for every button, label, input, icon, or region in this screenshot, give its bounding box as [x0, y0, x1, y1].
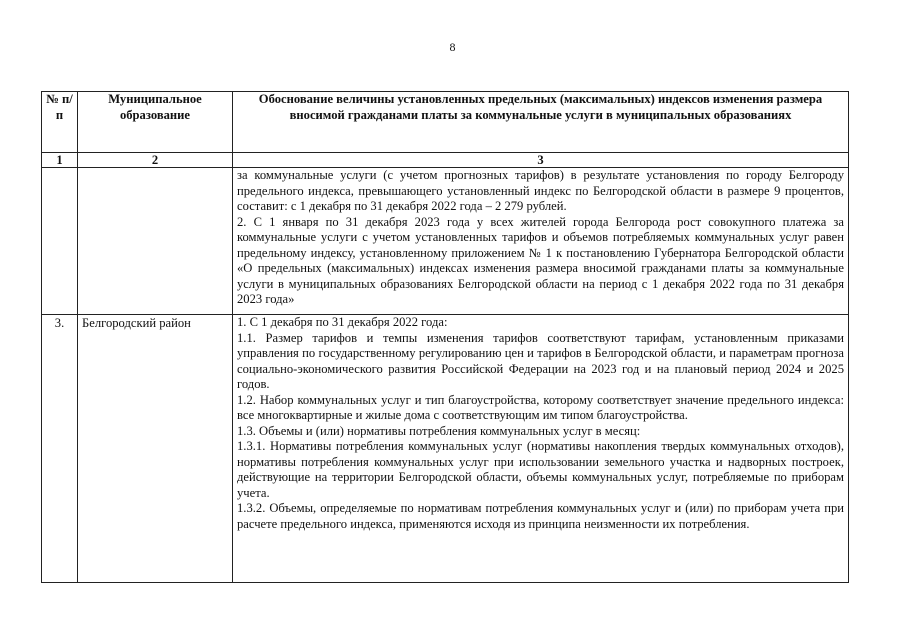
justification-paragraph: 1.3. Объемы и (или) нормативы потребления коммунальных услуг в месяц:: [237, 423, 641, 438]
page-number: 8: [449, 40, 456, 54]
justification-paragraph: 2. С 1 января по 31 декабря 2023 года у всех жителей города Белгорода рост совокупного платежа за коммунальные услуги с учетом установленных тарифов и объемов потребляемых коммунальных услуг равен предельному индексу, установленному приложением № 1 к постановлению Губернатора Белгородской области «О предельных (максимальных) индексах изменения размера вносимой гражданами платы за коммунальные услуги в муниципальных образованиях Белгородской области на период с 1 декабря 2022 года по 31 декабря 2023 года»: [237, 214, 844, 306]
header-municipality: Муниципальное образование: [78, 92, 233, 153]
justification-table: [41, 91, 849, 583]
justification-paragraph: 1.1. Размер тарифов и темпы изменения тарифов соответствуют тарифам, установленным приказами управления по государственному регулированию цен и тарифов в Белгородской области, и параметрам прогноза социально-экономического развития Российской Федерации на 2023 год и на плановый период 2024 и 2025 годов.: [237, 330, 844, 391]
column-number-2: 2: [78, 153, 233, 168]
table-header-row: [42, 92, 849, 153]
table-row: [42, 168, 849, 315]
column-number-row: [42, 153, 849, 168]
justification-paragraph: 1.3.1. Нормативы потребления коммунальных услуг (нормативы накопления твердых коммунальных отходов), нормативы потребления коммунальных услуг при использовании земельного участка и надворных построек, действующие на территории Белгородской области, объемы коммунальных услуг, потребляемые по приборам учета.: [237, 439, 844, 500]
justification-paragraph: 1.2. Набор коммунальных услуг и тип благоустройства, которому соответствует значение предельного индекса: все многоквартирные и жилые дома с соответствующим им типом благоустройства.: [237, 392, 844, 422]
justification-paragraph: 1.3.2. Объемы, определяемые по нормативам потребления коммунальных услуг и (или) по приборам учета при расчете предельного индекса, применяются исходя из принципа неизменности их потребления.: [237, 501, 844, 531]
justification-paragraph: 1. С 1 декабря по 31 декабря 2022 года:: [237, 315, 448, 329]
row-justification: [233, 315, 849, 583]
row-number: [42, 168, 78, 315]
row-number: 3.: [42, 315, 78, 583]
row-municipality: Белгородский район: [78, 315, 233, 583]
row-municipality: [78, 168, 233, 315]
table-row: [42, 315, 849, 583]
header-number: № п/п: [42, 92, 78, 153]
column-number-3: 3: [233, 153, 849, 168]
header-justification: Обоснование величины установленных предельных (максимальных) индексов изменения размера вносимой гражданами платы за коммунальные услуги в муниципальных образованиях: [233, 92, 849, 153]
column-number-1: 1: [42, 153, 78, 168]
justification-paragraph: за коммунальные услуги (с учетом прогнозных тарифов) в результате установления по городу Белгороду предельного индекса, превышающего установленный индекс по Белгородской области в размере 9 процентов, составит: с 1 декабря по 31 декабря 2022 года – 2 279 рублей.: [237, 168, 844, 213]
row-justification: [233, 168, 849, 315]
